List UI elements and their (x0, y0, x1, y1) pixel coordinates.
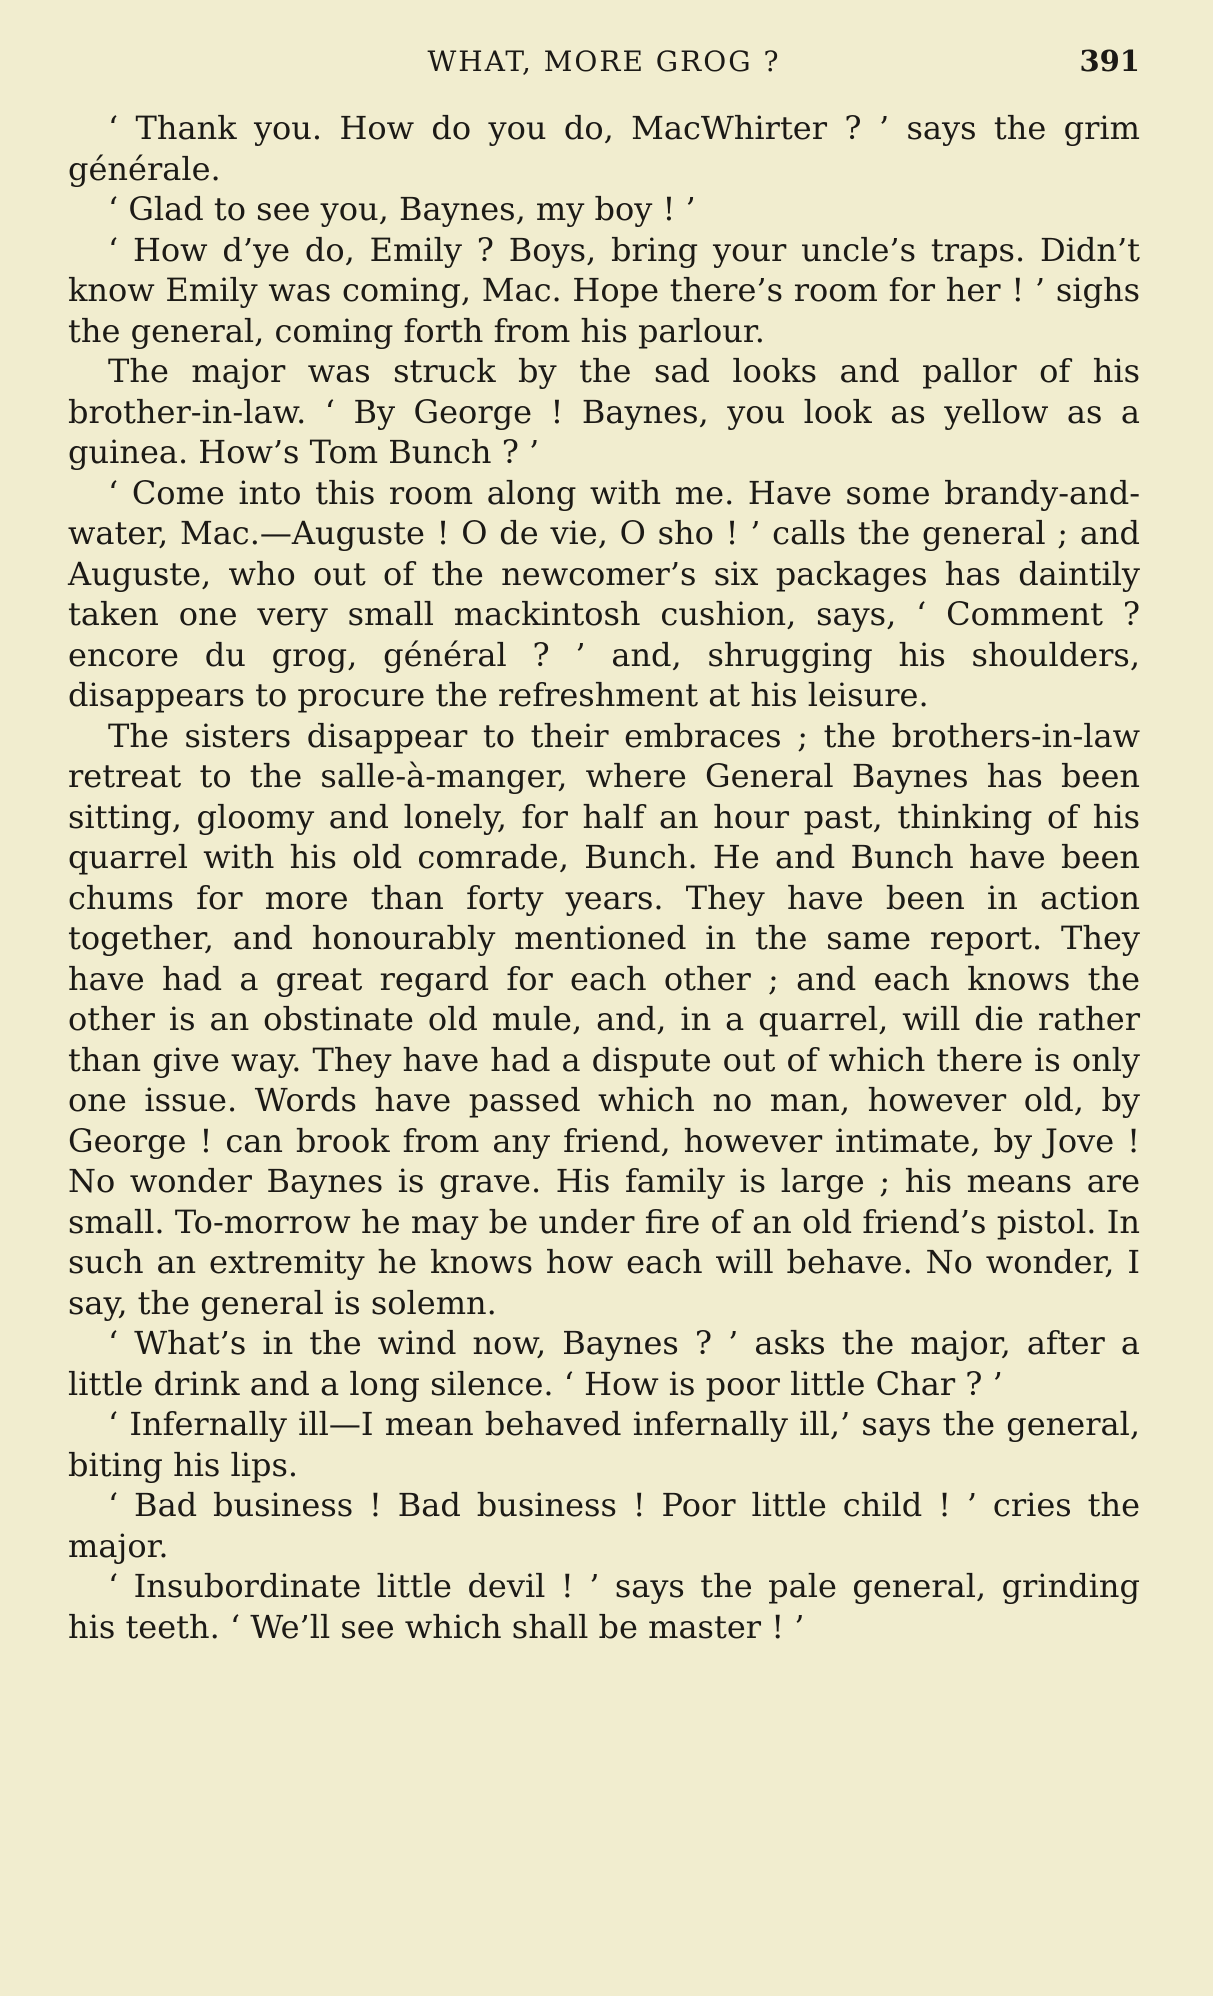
paragraph: ‘ Come into this room along with me. Have some brandy-and-water, Mac.—Auguste ! O de vie, O sho ! ’ calls the general ; and Auguste, who out of the newcomer’s six packages has daintily taken one very small mackintosh cushion, says, ‘ Comment ? encore du grog, général ? ’ and, shrugging his shoulders, disappears to procure the refreshment at his leisure. (68, 473, 1140, 714)
page-number: 391 (1079, 44, 1140, 78)
paragraph: ‘ How d’ye do, Emily ? Boys, bring your uncle’s traps. Didn’t know Emily was coming, Mac. Hope there’s room for her ! ’ sighs the general, coming forth from his parlour. (68, 230, 1140, 350)
paragraph: ‘ Thank you. How do you do, MacWhirter ? ’ says the grim générale. (68, 109, 1140, 188)
paragraph: The major was struck by the sad looks and pallor of his brother-in-law. ‘ By George ! Baynes, you look as yellow as a guinea. How’s Tom Bunch ? ’ (68, 352, 1140, 471)
paragraph: ‘ Bad business ! Bad business ! Poor little child ! ’ cries the major. (68, 1486, 1140, 1565)
body-text (68, 108, 1140, 1647)
paragraph: ‘ What’s in the wind now, Baynes ? ’ asks the major, after a little drink and a long silence. ‘ How is poor little Char ? ’ (68, 1324, 1140, 1403)
paragraph: ‘ Insubordinate little devil ! ’ says the pale general, grinding his teeth. ‘ We’ll see which shall be master ! ’ (68, 1567, 1140, 1646)
running-header (68, 44, 1140, 90)
paragraph: ‘ Glad to see you, Baynes, my boy ! ’ (108, 190, 696, 228)
paragraph: ‘ Infernally ill—I mean behaved infernally ill,’ says the general, biting his lips. (68, 1405, 1140, 1484)
book-page (68, 44, 1140, 1647)
running-title: WHAT, MORE GROG ? (427, 45, 781, 78)
paragraph: The sisters disappear to their embraces ; the brothers-in-law retreat to the salle-à-manger, where General Baynes has been sitting, gloomy and lonely, for half an hour past, thinking of his quarrel with his old comrade, Bunch. He and Bunch have been chums for more than forty years. They have been in action together, and honourably mentioned in the same report. They have had a great regard for each other ; and each knows the other is an obstinate old mule, and, in a quarrel, will die rather than give way. They have had a dispute out of which there is only one issue. Words have passed which no man, however old, by George ! can brook from any friend, however intimate, by Jove ! No wonder Baynes is grave. His family is large ; his means are small. To-morrow he may be under fire of an old friend’s pistol. In such an extremity he knows how each will behave. No wonder, I say, the general is solemn. (68, 716, 1140, 1322)
